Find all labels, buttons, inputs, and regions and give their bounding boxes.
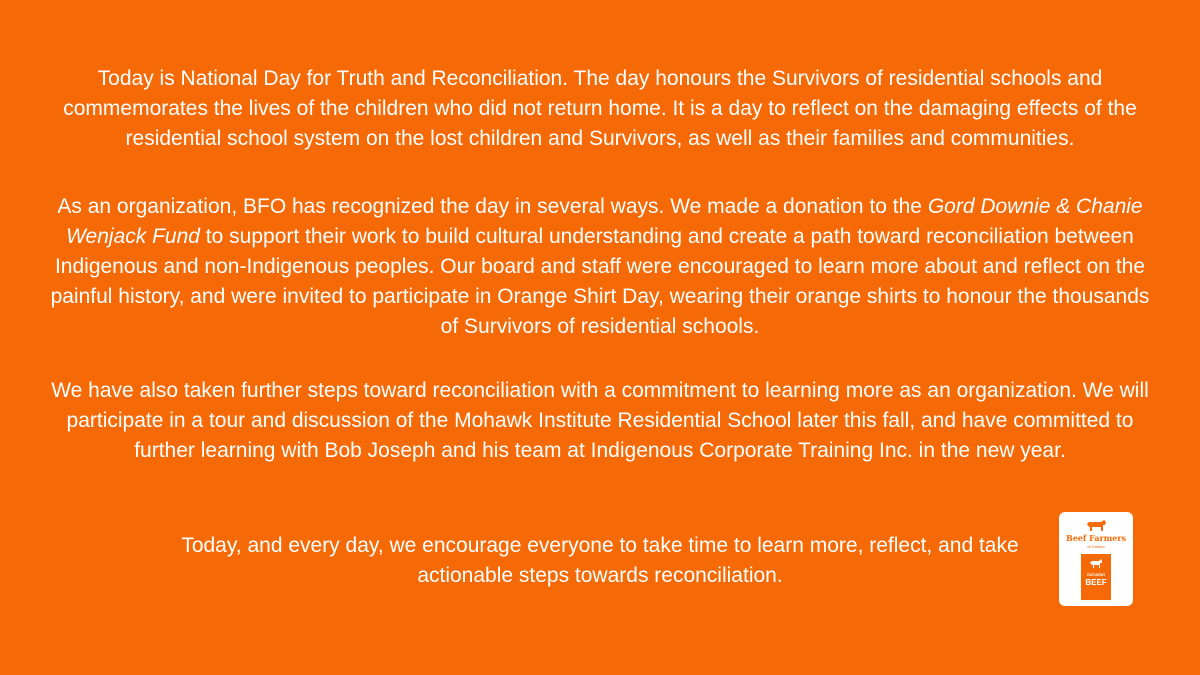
- ontario-beef-badge: [1081, 554, 1111, 600]
- paragraph-further-steps: We have also taken further steps toward reconciliation with a commitment to learning more as an organization. We will participate in a tour and discussion of the Mohawk Institute Residential School later this fall, and have committed to further learning with Bob Joseph and his team at Indigenous Corporate Training Inc. in the new year.: [51, 379, 1149, 462]
- logo-name: Beef Farmers: [1065, 533, 1127, 543]
- logo-subtitle: of Ontario: [1087, 544, 1105, 549]
- paragraph-call-to-action: Today, and every day, we encourage everyone to take time to learn more, reflect, and take actionable steps towards reconciliation.: [181, 534, 1019, 587]
- badge-cow-icon: [1089, 559, 1103, 569]
- paragraph-organization-rest: to support their work to build cultural understanding and create a path toward reconciliation between Indigenous and non-Indigenous peoples. Our board and staff were encouraged to learn more about and reflect on the painful history, and were invited to participate in Orange Shirt Day, wearing their orange shirts to honour the thousands of Survivors of residential schools.: [50, 225, 1150, 338]
- fund-name: Gord Downie & Chanie Wenjack Fund: [66, 195, 1143, 248]
- paragraph-organization-lead: As an organization, BFO has recognized the day in several ways. We made a donation to the: [57, 195, 928, 218]
- bfo-logo: [1059, 512, 1133, 606]
- badge-province: ONTARIO: [1086, 572, 1106, 577]
- badge-beef: BEEF: [1085, 578, 1107, 587]
- paragraph-intro: Today is National Day for Truth and Reconciliation. The day honours the Survivors of residential schools and commemorates the lives of the children who did not return home. It is a day to reflect on the damaging effects of the residential school system on the lost children and Survivors, as well as their families and communities.: [63, 67, 1137, 150]
- paragraph-organization: [40, 192, 1160, 342]
- cow-icon: [1085, 519, 1107, 533]
